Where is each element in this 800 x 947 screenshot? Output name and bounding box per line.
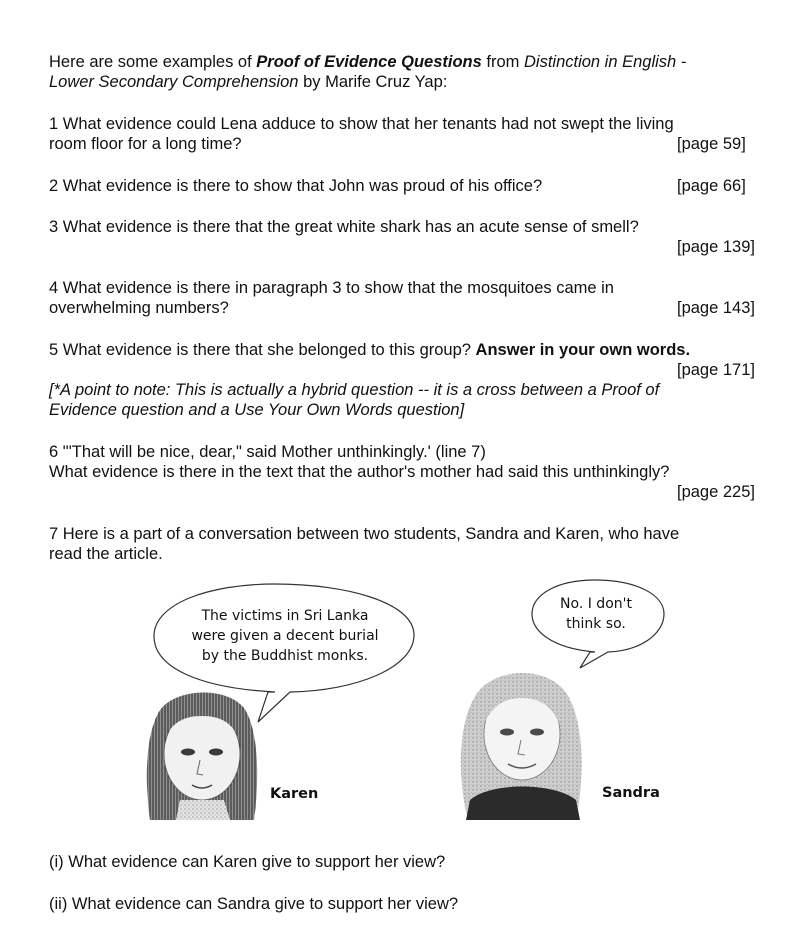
intro-prefix: Here are some examples of [49,53,257,71]
subquestion-1-text: (i) What evidence can Karen give to support her view? [49,853,446,871]
intro-line-1 [49,52,749,72]
question-3-page-ref: [page 139] [677,238,755,256]
question-3-line-1: 3 What evidence is there that the great white shark has an acute sense of smell? [49,218,639,236]
subquestion-2 [49,894,749,914]
karen-speech-line-2: were given a decent burial [191,628,379,644]
question-5-text: 5 What evidence is there that she belonged to this group? [49,341,476,359]
book-title-part-1: Distinction in English - [523,53,687,71]
question-2-page-ref: [page 66] [677,177,746,195]
question-4-page-ref: [page 143] [677,299,755,317]
intro-suffix: by Marife Cruz Yap: [298,73,448,91]
karen-name-label: Karen [270,786,319,802]
question-4-line-1: 4 What evidence is there in paragraph 3 to show that the mosquitoes came in [49,279,614,297]
question-1-page-ref: [page 59] [677,135,746,153]
subquestion-2-text: (ii) What evidence can Sandra give to support her view? [49,895,459,913]
question-2 [49,176,749,196]
question-1-line-2: room floor for a long time? [49,135,242,153]
question-5-bold-instruction: Answer in your own words. [475,341,691,359]
question-6 [49,442,755,501]
intro-paragraph [49,52,749,92]
intro-mid: from [481,53,524,71]
intro-emphasis: Proof of Evidence Questions [256,53,482,71]
question-4 [49,278,755,318]
question-5-page-ref: [page 171] [677,361,755,379]
conversation-illustration [140,572,700,827]
karen-speech-line-3: by the Buddhist monks. [201,648,369,664]
question-5-note-line-2: Evidence question and a Use Your Own Words question] [49,401,465,419]
question-5 [49,340,755,420]
sandra-speech-line-1: No. I don't [560,596,632,612]
intro-line-2 [49,72,749,92]
question-7-line-2: read the article. [49,545,163,563]
question-4-line-2: overwhelming numbers? [49,299,229,317]
conversation-drawing [140,572,700,827]
question-6-line-1: 6 "'That will be nice, dear," said Mother unthinkingly.' (line 7) [49,443,486,461]
book-title-part-2: Lower Secondary Comprehension [49,73,299,91]
karen-portrait [147,692,319,820]
question-3 [49,217,755,256]
question-6-page-ref: [page 225] [677,483,755,501]
sandra-name-label: Sandra [602,785,660,801]
subquestion-1 [49,852,749,872]
karen-speech-line-1: The victims in Sri Lanka [201,608,369,624]
question-5-note-line-1: [*A point to note: This is actually a hybrid question -- it is a cross between a Proof of [49,381,660,399]
question-7-line-1: 7 Here is a part of a conversation between two students, Sandra and Karen, who have [49,525,680,543]
sandra-speech-bubble [532,580,664,668]
question-1-line-1: 1 What evidence could Lena adduce to show that her tenants had not swept the living [49,115,674,133]
question-6-line-2: What evidence is there in the text that the author's mother had said this unthinkingly? [49,463,670,481]
sandra-portrait [461,673,660,820]
question-1 [49,114,749,154]
question-7 [49,524,749,564]
question-2-line-1: 2 What evidence is there to show that John was proud of his office? [49,177,543,195]
sandra-speech-line-2: think so. [566,616,626,632]
question-5-line-1 [49,340,749,360]
